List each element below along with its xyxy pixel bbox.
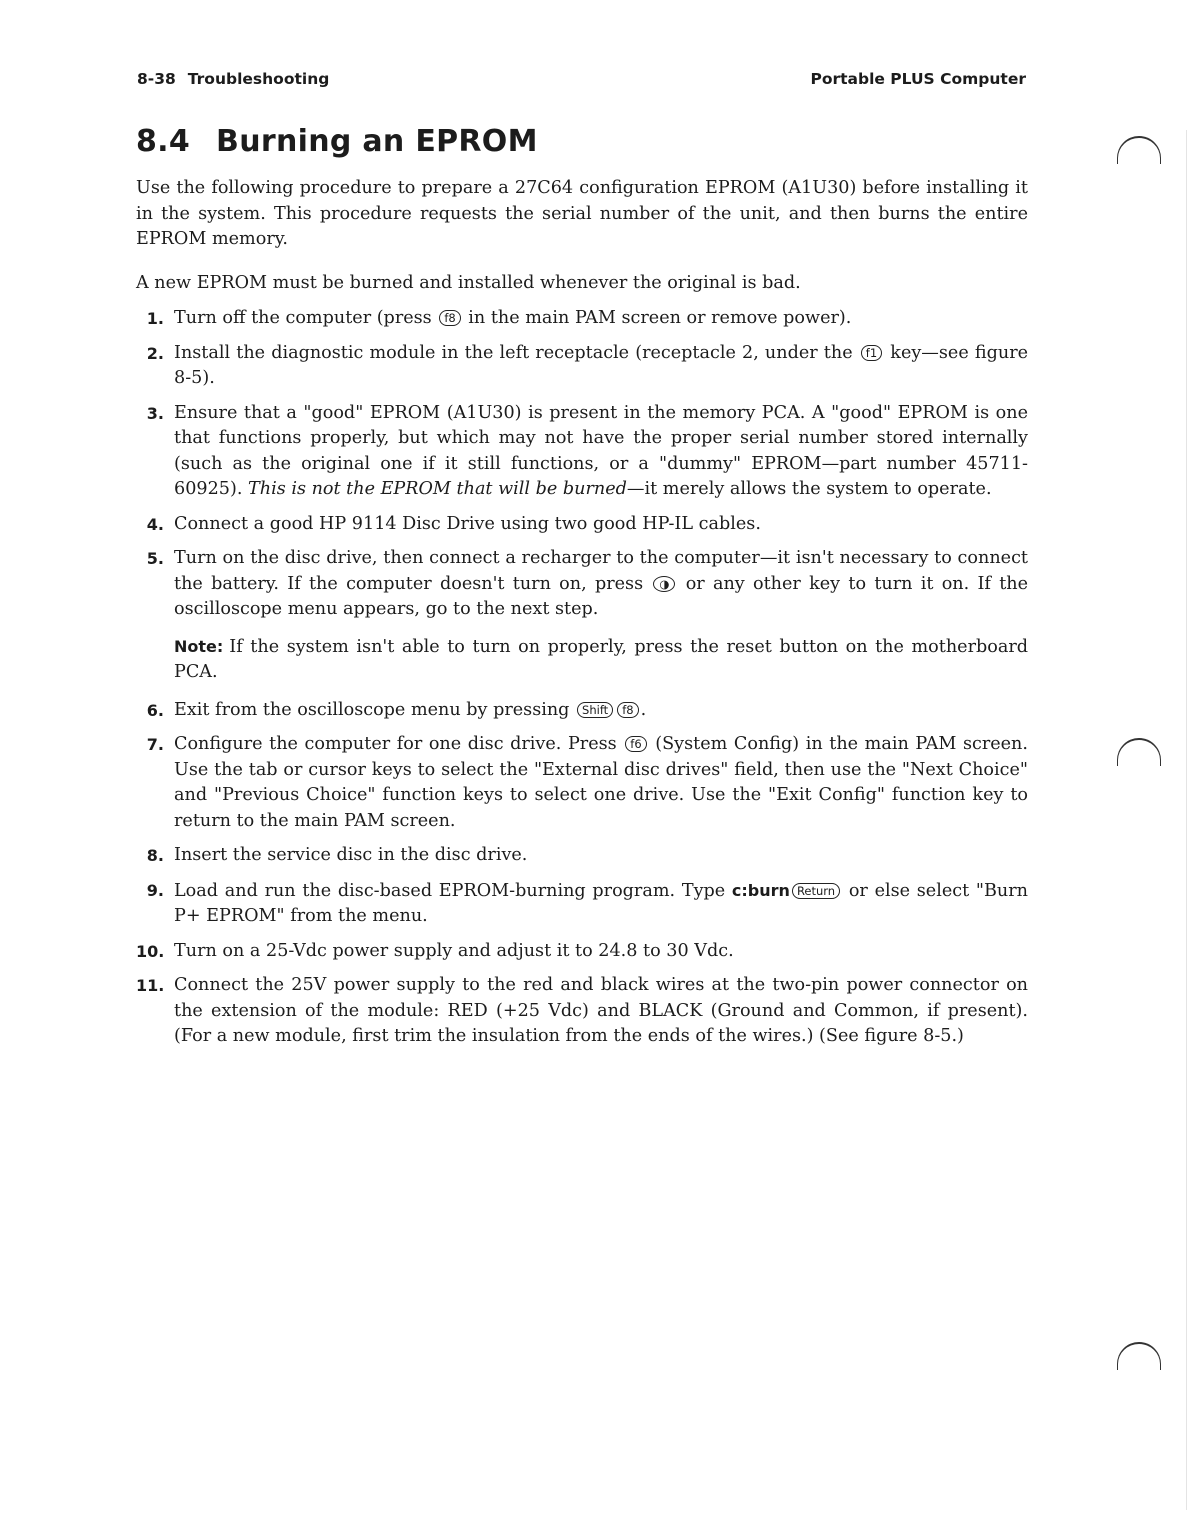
binder-hole-icon	[1117, 738, 1161, 766]
running-header	[137, 70, 1026, 92]
section-number: 8.4	[136, 124, 191, 159]
step-4: 4. Connect a good HP 9114 Disc Drive using two good HP-IL cables.	[146, 513, 761, 534]
command-text: c:burn	[731, 880, 790, 900]
step-10: 10. Turn on a 25-Vdc power supply and adjust it to 24.8 to 30 Vdc.	[136, 940, 734, 961]
step-2: 2. Install the diagnostic module in the left receptacle (receptacle 2, under the f1 key—see figure 8-5).	[146, 342, 1029, 388]
step-3: 3. Ensure that a "good" EPROM (A1U30) is present in the memory PCA. A "good" EPROM is one that functions properly, but which may not have the proper serial number stored internally (such as the original one if it still functions, or a "dummy" EPROM—part number 45711-60925). This is not the EPROM that will be burned—it merely allows the system to operate.	[146, 402, 1028, 499]
step-1: 1. Turn off the computer (press f8 in the main PAM screen or remove power).	[146, 308, 852, 328]
note: Note: If the system isn't able to turn on properly, press the reset button on the motherboard PCA.	[174, 636, 1028, 682]
f6-key-icon: f6	[625, 736, 646, 752]
step-7: 7. Configure the computer for one disc drive. Press f6 (System Config) in the main PAM screen. Use the tab or cursor keys to select the "External disc drives" field, then use the "Next Choice" and "Previous Choice" function keys to select one drive. Use the "Exit Config" function key to return to the main PAM screen.	[146, 734, 1028, 831]
section-heading	[136, 124, 538, 159]
intro-paragraph-2: A new EPROM must be burned and installed whenever the original is bad.	[136, 272, 801, 293]
f8-key-icon: f8	[617, 702, 638, 718]
page-body	[136, 176, 1028, 1059]
step-8: 8. Insert the service disc in the disc drive.	[146, 845, 528, 865]
binder-hole-icon	[1117, 1342, 1161, 1370]
return-key-icon: Return	[792, 883, 840, 899]
procedure-steps-continued	[136, 698, 1028, 1050]
step-11: 11. Connect the 25V power supply to the red and black wires at the two-pin power connector on the extension of the module: RED (+25 Vdc) and BLACK (Ground and Common, if present). (For a new module, first trim the insulation from the ends of the wires.) (See figure 8-5.)	[136, 975, 1028, 1046]
intro-paragraph: Use the following procedure to prepare a 27C64 configuration EPROM (A1U30) before installing it in the system. This procedure requests the serial number of the unit, and then burns the entire EPROM memory.	[136, 178, 1028, 249]
power-key-icon: ◑	[653, 576, 675, 592]
step-5: 5. Turn on the disc drive, then connect a recharger to the computer—it isn't necessary to connect the battery. If the computer doesn't turn on, press ◑ or any other key to turn it on. If the oscilloscope menu appears, go to the next step.	[146, 548, 1029, 619]
step-6: 6. Exit from the oscilloscope menu by pressing Shift f8 .	[146, 699, 647, 720]
page-edge	[1186, 130, 1187, 1510]
chapter-name: Troubleshooting	[187, 70, 330, 88]
f1-key-icon: f1	[861, 345, 882, 361]
procedure-steps	[136, 306, 1028, 623]
header-left	[137, 70, 329, 88]
page-number: 8-38	[137, 70, 176, 88]
book-title: Portable PLUS Computer	[810, 70, 1026, 88]
step-9: 9. Load and run the disc-based EPROM-burning program. Type c:burn Return or else select "Burn P+ EPROM" from the menu.	[146, 880, 1029, 926]
binder-hole-icon	[1117, 136, 1161, 164]
shift-key-icon: Shift	[577, 702, 613, 718]
f8-key-icon: f8	[439, 310, 460, 326]
section-title: Burning an EPROM	[216, 124, 538, 159]
